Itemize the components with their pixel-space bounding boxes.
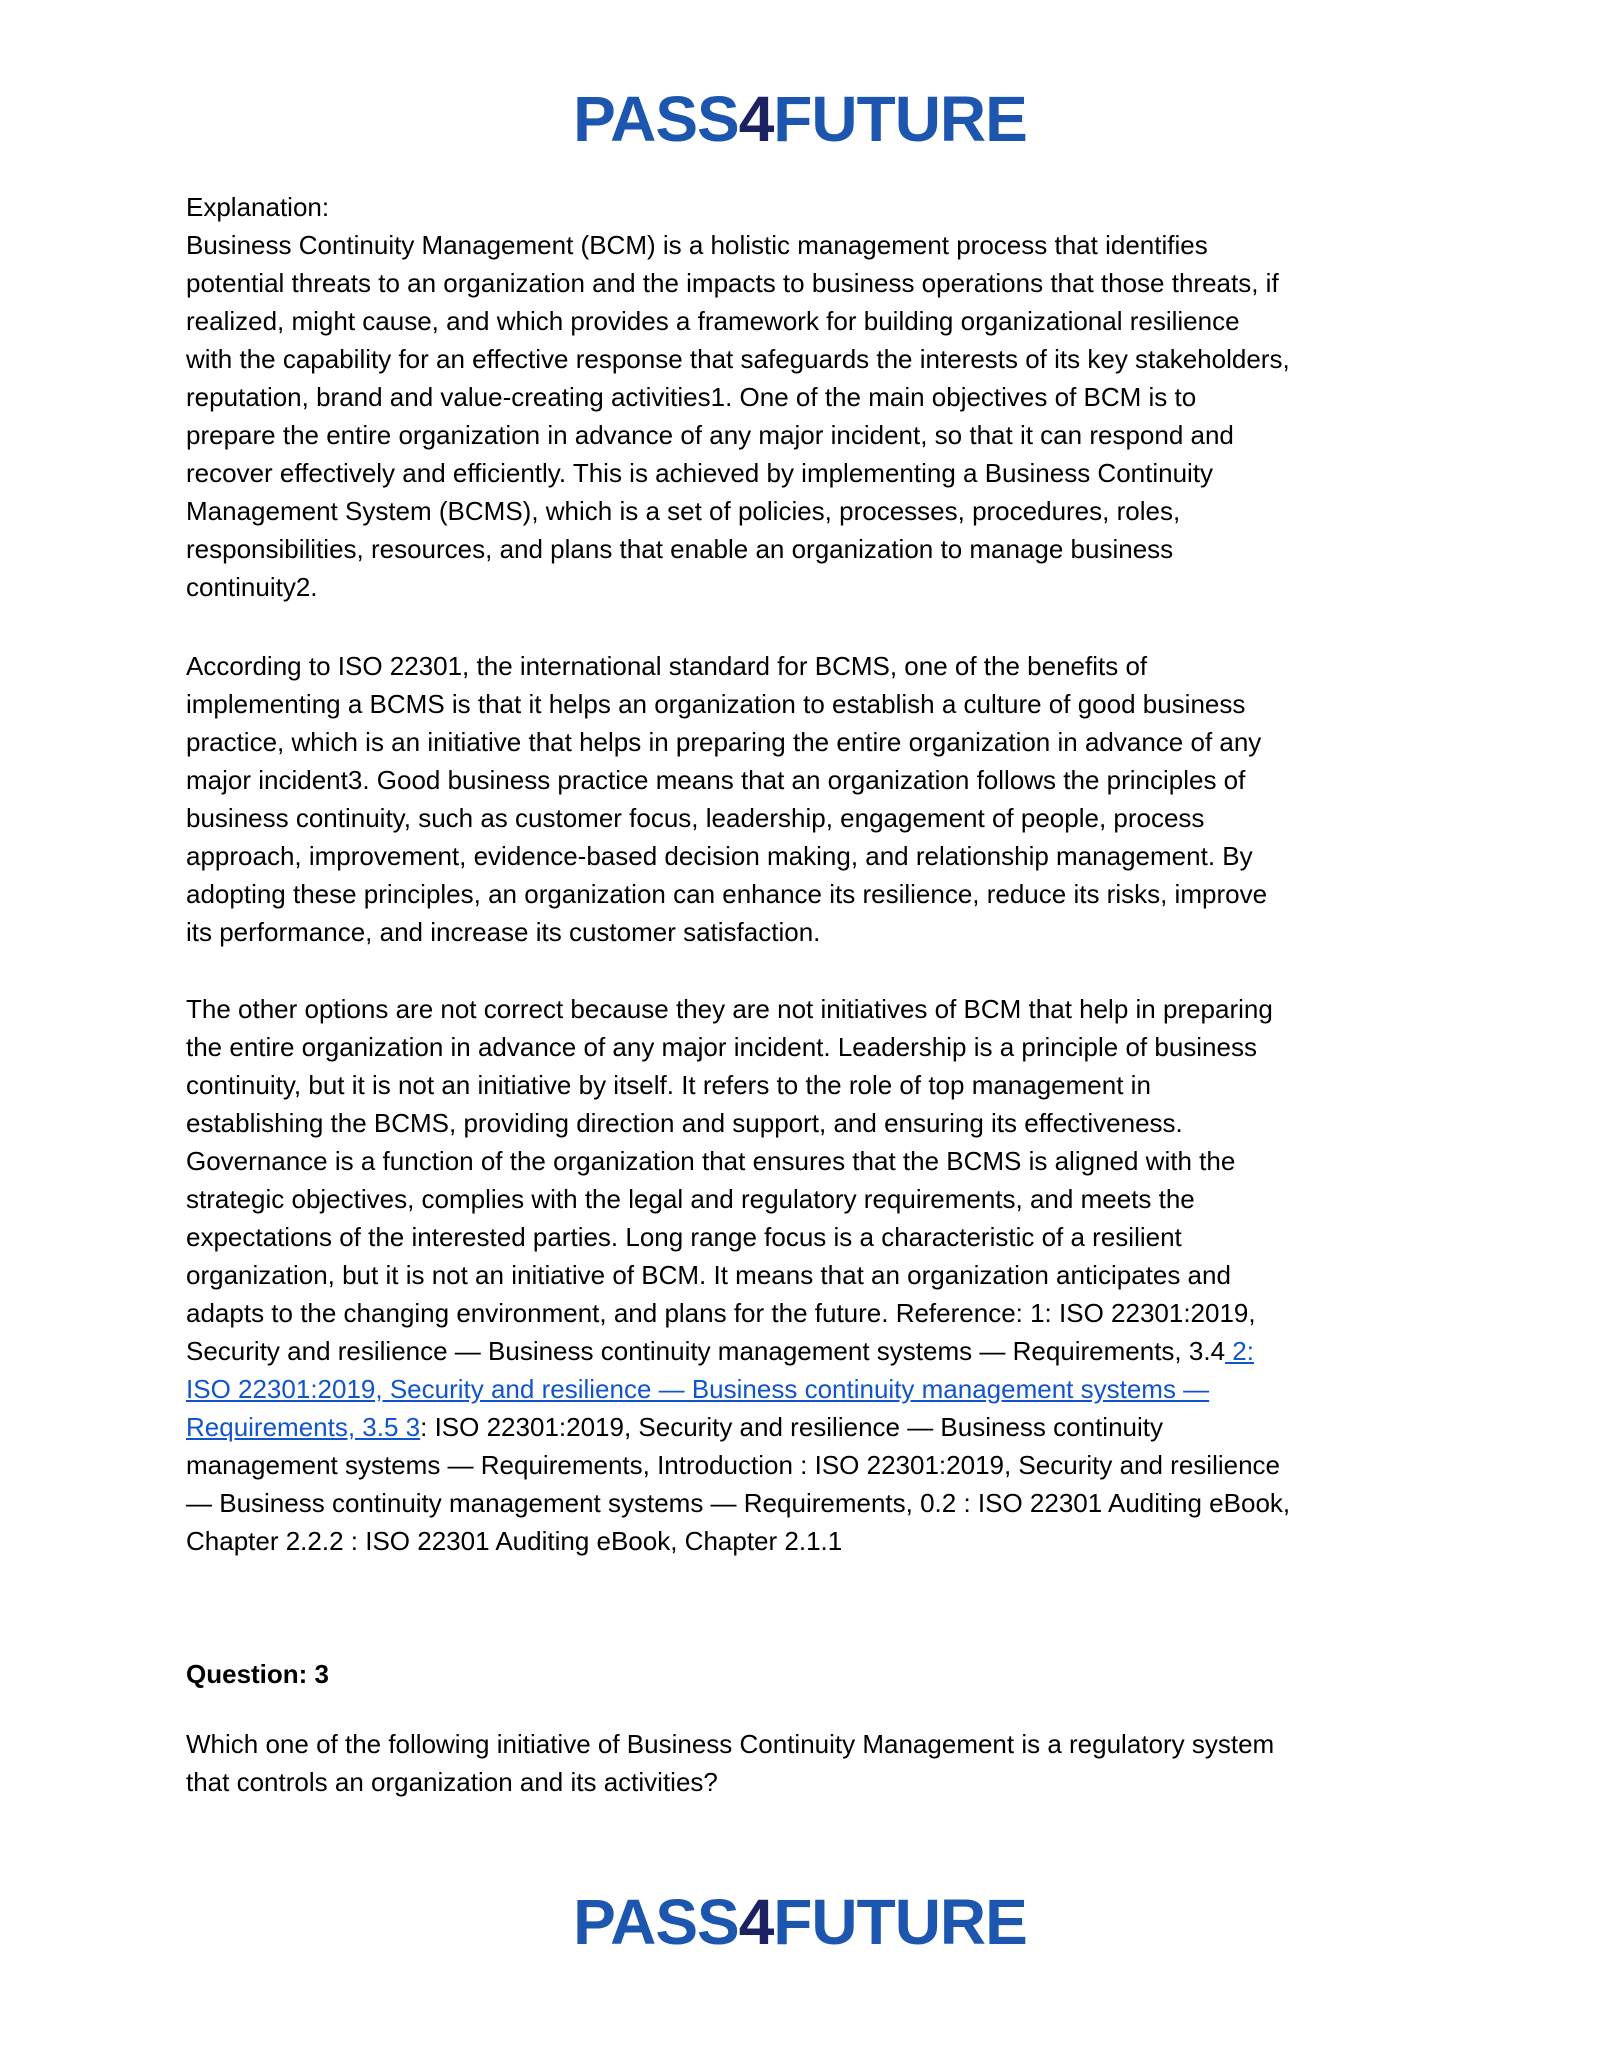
text-line: potential threats to an organization and the impacts to business operations that those threats, if bbox=[186, 268, 1279, 298]
text-segment: : ISO 22301:2019, Security and resilience — Business continuity bbox=[420, 1412, 1163, 1442]
text-line: reputation, brand and value-creating activities1. One of the main objectives of BCM is to bbox=[186, 382, 1197, 412]
text-line: continuity, but it is not an initiative by itself. It refers to the role of top management in bbox=[186, 1070, 1151, 1100]
iso-22301-reference-link[interactable]: ISO 22301:2019, Security and resilience — Business continuity management systems — bbox=[186, 1374, 1210, 1404]
text-line: — Business continuity management systems — Requirements, 0.2 : ISO 22301 Auditing eBook, bbox=[186, 1488, 1291, 1518]
text-line: that controls an organization and its activities? bbox=[186, 1767, 718, 1797]
text-line: prepare the entire organization in advance of any major incident, so that it can respond and bbox=[186, 420, 1234, 450]
text-line: recover effectively and efficiently. This is achieved by implementing a Business Continuity bbox=[186, 458, 1214, 488]
text-line: expectations of the interested parties. Long range focus is a characteristic of a resilient bbox=[186, 1222, 1182, 1252]
logo-text-4: 4 bbox=[738, 83, 774, 155]
question-heading-label: Question: 3 bbox=[186, 1659, 330, 1689]
text-line: responsibilities, resources, and plans that enable an organization to manage business bbox=[186, 534, 1174, 564]
text-line: The other options are not correct because they are not initiatives of BCM that help in preparing bbox=[186, 994, 1273, 1024]
text-line: Governance is a function of the organization that ensures that the BCMS is aligned with the bbox=[186, 1146, 1236, 1176]
text-line: Chapter 2.2.2 : ISO 22301 Auditing eBook, Chapter 2.1.1 bbox=[186, 1526, 843, 1556]
text-line: practice, which is an initiative that helps in preparing the entire organization in advance of any bbox=[186, 727, 1262, 757]
text-line: According to ISO 22301, the international standard for BCMS, one of the benefits of bbox=[186, 651, 1148, 681]
iso-22301-reference-link[interactable]: 2: bbox=[1225, 1336, 1254, 1366]
text-line: adapts to the changing environment, and plans for the future. Reference: 1: ISO 22301:2019, bbox=[186, 1298, 1256, 1328]
other-options-paragraph bbox=[186, 990, 1476, 1560]
text-line: continuity2. bbox=[186, 572, 318, 602]
iso-22301-reference-link[interactable]: Requirements, 3.5 3 bbox=[186, 1412, 421, 1442]
text-line: Which one of the following initiative of Business Continuity Management is a regulatory system bbox=[186, 1729, 1275, 1759]
logo-text-4: 4 bbox=[738, 1886, 774, 1958]
text-line: establishing the BCMS, providing direction and support, and ensuring its effectiveness. bbox=[186, 1108, 1183, 1138]
pass4future-logo-top bbox=[0, 83, 1600, 155]
text-line: business continuity, such as customer focus, leadership, engagement of people, process bbox=[186, 803, 1205, 833]
text-line bbox=[186, 1370, 1476, 1408]
explanation-paragraph bbox=[186, 188, 1476, 606]
text-line: implementing a BCMS is that it helps an organization to establish a culture of good business bbox=[186, 689, 1246, 719]
text-line: strategic objectives, complies with the legal and regulatory requirements, and meets the bbox=[186, 1184, 1195, 1214]
text-line: Management System (BCMS), which is a set of policies, processes, procedures, roles, bbox=[186, 496, 1181, 526]
text-line: realized, might cause, and which provides a framework for building organizational resilience bbox=[186, 306, 1240, 336]
text-line: its performance, and increase its customer satisfaction. bbox=[186, 917, 821, 947]
text-line: adopting these principles, an organization can enhance its resilience, reduce its risks, improve bbox=[186, 879, 1268, 909]
text-line: approach, improvement, evidence-based decision making, and relationship management. By bbox=[186, 841, 1253, 871]
text-line: management systems — Requirements, Introduction : ISO 22301:2019, Security and resilience bbox=[186, 1450, 1281, 1480]
logo-text-pass: PASS bbox=[573, 83, 739, 155]
pass4future-logo-bottom bbox=[0, 1886, 1600, 1958]
text-line: organization, but it is not an initiative of BCM. It means that an organization anticipates and bbox=[186, 1260, 1231, 1290]
question-heading bbox=[186, 1655, 1476, 1693]
text-line bbox=[186, 1408, 1476, 1446]
logo-text-pass: PASS bbox=[573, 1886, 739, 1958]
text-segment: Security and resilience — Business continuity management systems — Requirements, 3.4 bbox=[186, 1336, 1226, 1366]
text-line: major incident3. Good business practice means that an organization follows the principles of bbox=[186, 765, 1246, 795]
text-line bbox=[186, 1332, 1476, 1370]
text-line: Business Continuity Management (BCM) is a holistic management process that identifies bbox=[186, 230, 1208, 260]
text-line: the entire organization in advance of any major incident. Leadership is a principle of business bbox=[186, 1032, 1257, 1062]
text-line: with the capability for an effective response that safeguards the interests of its key stakeholders, bbox=[186, 344, 1290, 374]
explanation-label: Explanation: bbox=[186, 192, 330, 222]
logo-text-future: FUTURE bbox=[773, 83, 1027, 155]
question-text bbox=[186, 1725, 1476, 1801]
benefits-paragraph bbox=[186, 647, 1476, 951]
logo-text-future: FUTURE bbox=[773, 1886, 1027, 1958]
